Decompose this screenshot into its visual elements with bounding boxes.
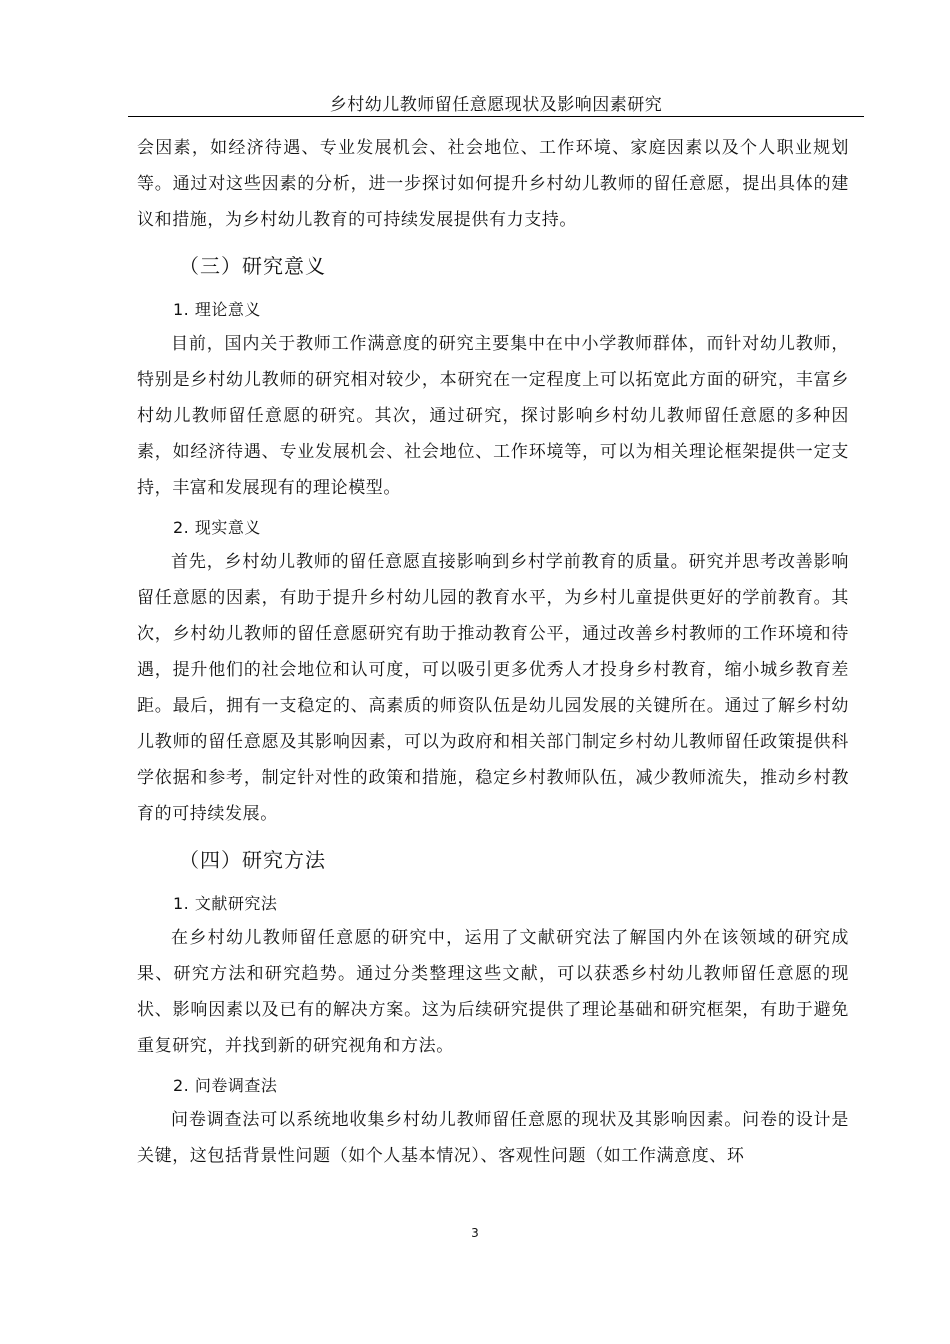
literature-method-paragraph: 在乡村幼儿教师留任意愿的研究中，运用了文献研究法了解国内外在该领域的研究成果、研究方法和研究趋势。通过分类整理这些文献，可以获悉乡村幼儿教师留任意愿的现状、影响因素以及已有的解决方案。这为后续研究提供了理论基础和研究框架，有助于避免重复研究，并找到新的研究视角和方法。 [137,928,849,1056]
intro-continuation-paragraph: 会因素，如经济待遇、专业发展机会、社会地位、工作环境、家庭因素以及个人职业规划等。通过对这些因素的分析，进一步探讨如何提升乡村幼儿教师的留任意愿，提出具体的建议和措施，为乡村幼儿教育的可持续发展提供有力支持。 [137,138,849,230]
theoretical-significance-paragraph: 目前，国内关于教师工作满意度的研究主要集中在中小学教师群体，而针对幼儿教师，特别是乡村幼儿教师的研究相对较少，本研究在一定程度上可以拓宽此方面的研究，丰富乡村幼儿教师留任意愿的研究。其次，通过研究，探讨影响乡村幼儿教师留任意愿的多种因素，如经济待遇、专业发展机会、社会地位、工作环境等，可以为相关理论框架提供一定支持，丰富和发展现有的理论模型。 [137,334,849,498]
subheading-questionnaire-method: 2. 问卷调查法 [173,1076,278,1095]
running-header: 乡村幼儿教师留任意愿现状及影响因素研究 [329,95,663,115]
questionnaire-method-paragraph: 问卷调查法可以系统地收集乡村幼儿教师留任意愿的现状及其影响因素。问卷的设计是关键，这包括背景性问题（如个人基本情况）、客观性问题（如工作满意度、环 [137,1110,849,1166]
practical-significance-paragraph: 首先，乡村幼儿教师的留任意愿直接影响到乡村学前教育的质量。研究并思考改善影响留任意愿的因素，有助于提升乡村幼儿园的教育水平，为乡村儿童提供更好的学前教育。其次，乡村幼儿教师的留任意愿研究有助于推动教育公平，通过改善乡村教师的工作环境和待遇，提升他们的社会地位和认可度，可以吸引更多优秀人才投身乡村教育，缩小城乡教育差距。最后，拥有一支稳定的、高素质的师资队伍是幼儿园发展的关键所在。通过了解乡村幼儿教师的留任意愿及其影响因素，可以为政府和相关部门制定乡村幼儿教师留任政策提供科学依据和参考，制定针对性的政策和措施，稳定乡村教师队伍，减少教师流失，推动乡村教育的可持续发展。 [137,552,849,824]
section-heading-research-significance: （三）研究意义 [179,254,326,278]
header-rule [128,116,864,117]
subheading-practical-significance: 2. 现实意义 [173,518,261,537]
page-number: 3 [471,1226,479,1240]
subheading-literature-method: 1. 文献研究法 [173,894,278,913]
subheading-theoretical-significance: 1. 理论意义 [173,300,261,319]
section-heading-research-methods: （四）研究方法 [179,848,326,872]
page-content [137,130,849,1174]
